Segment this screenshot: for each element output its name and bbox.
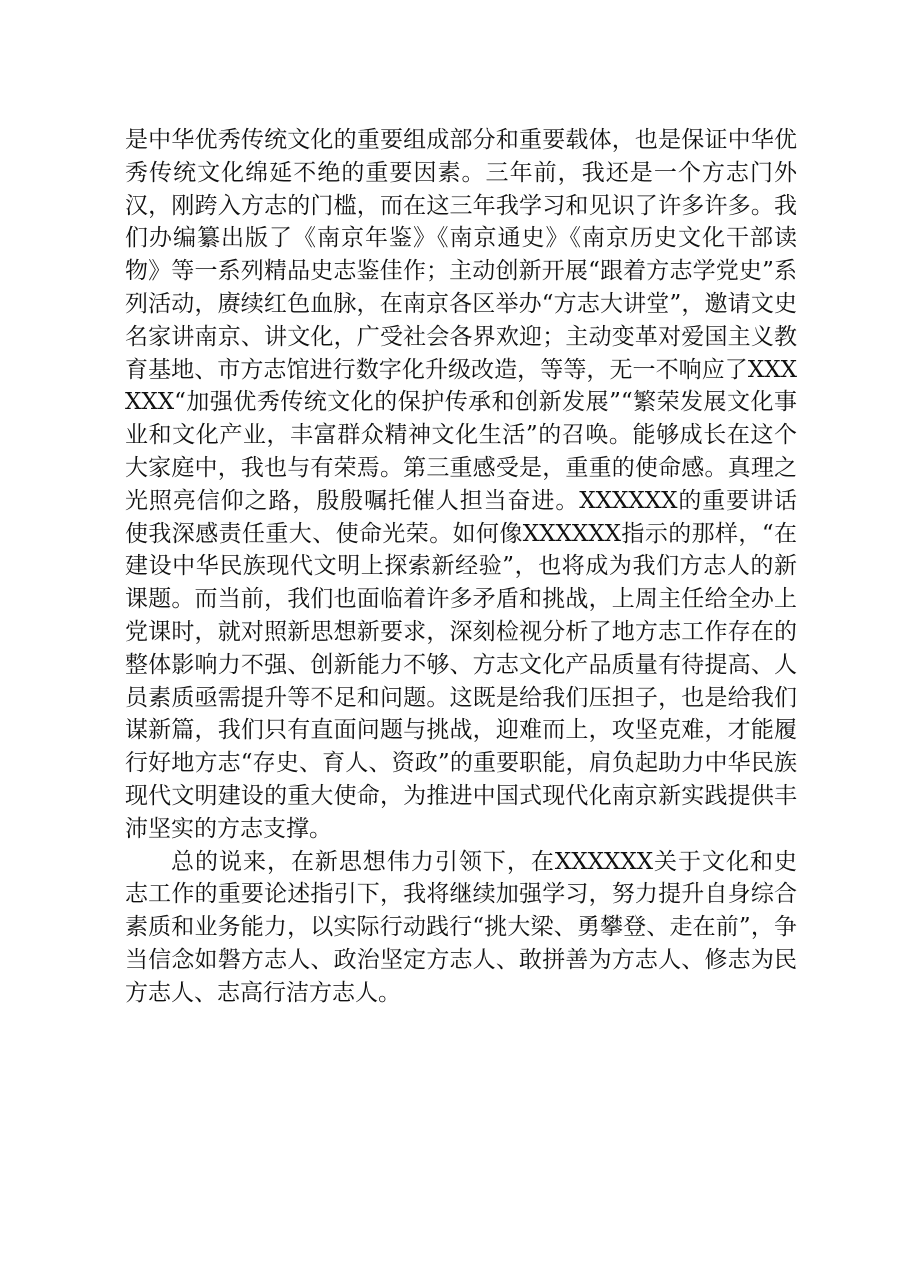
document-body xyxy=(125,124,797,1010)
paragraph-continuation: 是中华优秀传统文化的重要组成部分和重要载体，也是保证中华优秀传统文化绵延不绝的重要因素。三年前，我还是一个方志门外汉，刚跨入方志的门槛，而在这三年我学习和见识了许多许多。我们办编纂出版了《南京年鉴》《南京通史》《南京历史文化干部读物》等一系列精品史志鉴佳作；主动创新开展“跟着方志学党史”系列活动，赓续红色血脉，在南京各区举办“方志大讲堂”，邀请文史名家讲南京、讲文化，广受社会各界欢迎；主动变革对爱国主义教育基地、市方志馆进行数字化升级改造，等等，无一不响应了XXXXXX“加强优秀传统文化的保护传承和创新发展”“繁荣发展文化事业和文化产业，丰富群众精神文化生活”的召唤。能够成长在这个大家庭中，我也与有荣焉。第三重感受是，重重的使命感。真理之光照亮信仰之路，殷殷嘱托催人担当奋进。XXXXXX的重要讲话使我深感责任重大、使命光荣。如何像XXXXXX指示的那样，“在建设中华民族现代文明上探索新经验”，也将成为我们方志人的新课题。而当前，我们也面临着许多矛盾和挑战，上周主任给全办上党课时，就对照新思想新要求，深刻检视分析了地方志工作存在的整体影响力不强、创新能力不够、方志文化产品质量有待提高、人员素质亟需提升等不足和问题。这既是给我们压担子，也是给我们谋新篇，我们只有直面问题与挑战，迎难而上，攻坚克难，才能履行好地方志“存史、育人、资政”的重要职能，肩负起助力中华民族现代文明建设的重大使命，为推进中国式现代化南京新实践提供丰沛坚实的方志支撑。 xyxy=(125,127,797,842)
paragraph-conclusion: 总的说来，在新思想伟力引领下，在XXXXXX关于文化和史志工作的重要论述指引下，我将继续加强学习，努力提升自身综合素质和业务能力，以实际行动践行“挑大梁、勇攀登、走在前”，争当信念如磐方志人、政治坚定方志人、敢拼善为方志人、修志为民方志人、志高行洁方志人。 xyxy=(125,848,797,1006)
